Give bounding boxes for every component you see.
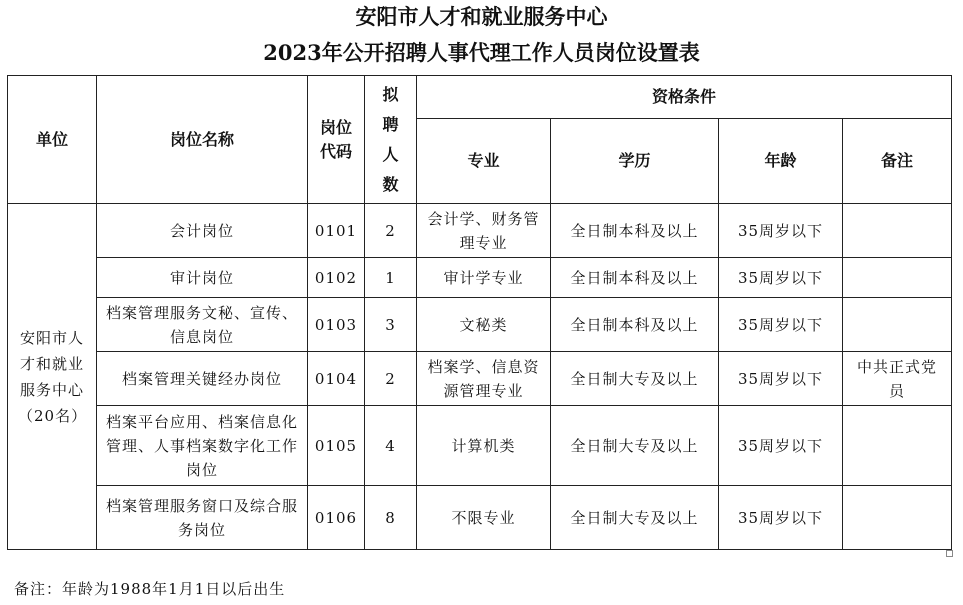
post-code-cell: 0104 — [308, 352, 365, 406]
remark-cell — [843, 204, 952, 258]
table-row — [8, 204, 952, 258]
post-code-cell: 0101 — [308, 204, 365, 258]
headcount-cell: 3 — [365, 298, 417, 352]
post-name-cell: 档案管理服务窗口及综合服务岗位 — [97, 486, 308, 550]
post-name-cell: 审计岗位 — [97, 258, 308, 298]
education-cell: 全日制本科及以上 — [551, 298, 719, 352]
age-cell: 35周岁以下 — [719, 298, 843, 352]
page-title: 安阳市人才和就业服务中心 — [355, 4, 608, 29]
table-row — [8, 298, 952, 352]
header-age: 年龄 — [719, 119, 843, 204]
table-row — [8, 406, 952, 486]
remark-cell — [843, 298, 952, 352]
major-cell: 计算机类 — [417, 406, 551, 486]
post-name-cell: 档案管理服务文秘、宣传、信息岗位 — [97, 298, 308, 352]
major-cell: 档案学、信息资源管理专业 — [417, 352, 551, 406]
table-row — [8, 258, 952, 298]
header-headcount: 拟聘人数 — [365, 76, 417, 204]
headcount-cell: 1 — [365, 258, 417, 298]
table-row — [8, 486, 952, 550]
education-cell: 全日制本科及以上 — [551, 204, 719, 258]
major-cell: 会计学、财务管理专业 — [417, 204, 551, 258]
headcount-cell: 8 — [365, 486, 417, 550]
header-remark: 备注 — [843, 119, 952, 204]
major-cell: 文秘类 — [417, 298, 551, 352]
age-cell: 35周岁以下 — [719, 486, 843, 550]
post-name-cell: 档案平台应用、档案信息化管理、人事档案数字化工作岗位 — [97, 406, 308, 486]
post-code-cell: 0102 — [308, 258, 365, 298]
age-cell: 35周岁以下 — [719, 406, 843, 486]
age-cell: 35周岁以下 — [719, 258, 843, 298]
headcount-cell: 2 — [365, 204, 417, 258]
education-cell: 全日制大专及以上 — [551, 352, 719, 406]
footnote: 备注：年龄为1988年1月1日以后出生 — [14, 580, 286, 598]
post-code-cell: 0105 — [308, 406, 365, 486]
unit-name-cell: 安阳市人才和就业服务中心（20名） — [8, 204, 97, 550]
post-code-cell: 0103 — [308, 298, 365, 352]
header-post-code: 岗位代码 — [308, 76, 365, 204]
post-code-cell: 0106 — [308, 486, 365, 550]
remark-cell — [843, 486, 952, 550]
major-cell: 不限专业 — [417, 486, 551, 550]
education-cell: 全日制大专及以上 — [551, 406, 719, 486]
page-subtitle: 2023年公开招聘人事代理工作人员岗位设置表 — [263, 40, 700, 65]
positions-table — [7, 75, 952, 550]
remark-cell — [843, 406, 952, 486]
headcount-cell: 4 — [365, 406, 417, 486]
major-cell: 审计学专业 — [417, 258, 551, 298]
age-cell: 35周岁以下 — [719, 204, 843, 258]
header-unit: 单位 — [8, 76, 97, 204]
headcount-cell: 2 — [365, 352, 417, 406]
education-cell: 全日制大专及以上 — [551, 486, 719, 550]
post-name-cell: 档案管理关键经办岗位 — [97, 352, 308, 406]
table-row — [8, 352, 952, 406]
post-name-cell: 会计岗位 — [97, 204, 308, 258]
age-cell: 35周岁以下 — [719, 352, 843, 406]
remark-cell: 中共正式党员 — [843, 352, 952, 406]
header-post-name: 岗位名称 — [97, 76, 308, 204]
header-education: 学历 — [551, 119, 719, 204]
header-qualifications: 资格条件 — [417, 76, 952, 119]
header-major: 专业 — [417, 119, 551, 204]
table-end-marker — [946, 550, 953, 557]
remark-cell — [843, 258, 952, 298]
education-cell: 全日制本科及以上 — [551, 258, 719, 298]
